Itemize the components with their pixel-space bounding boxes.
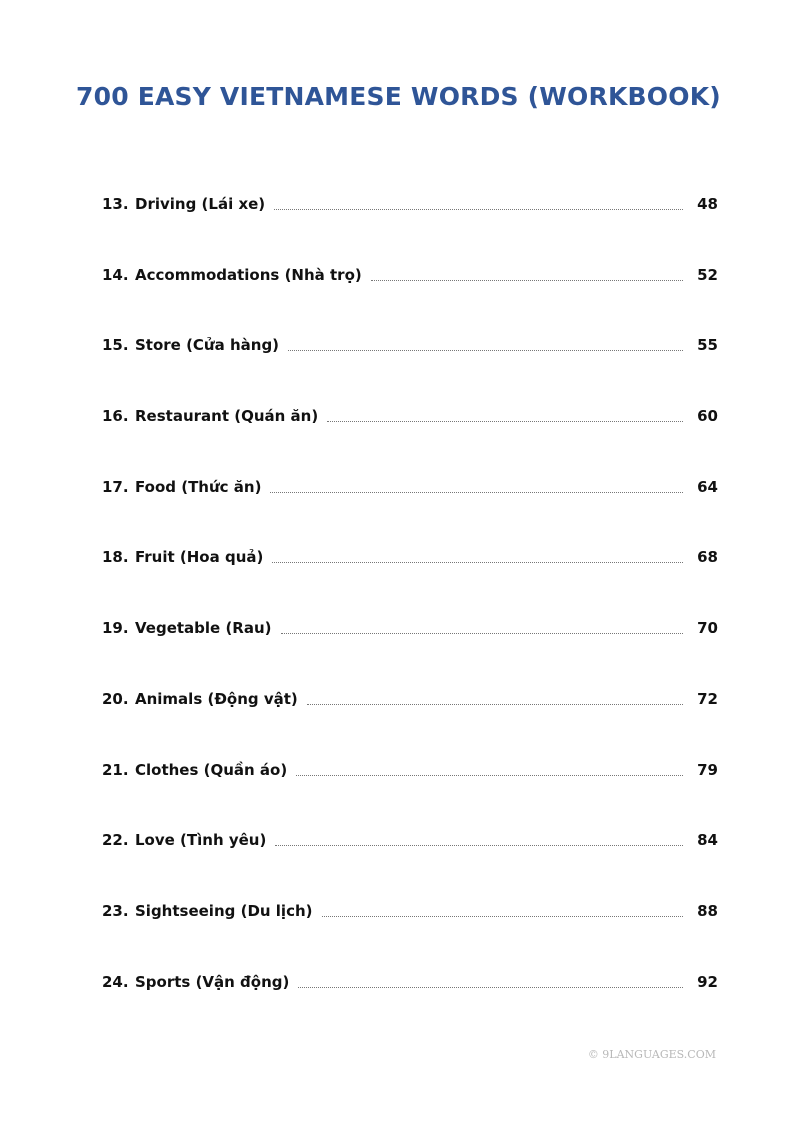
toc-entry-label: Accommodations (Nhà trọ): [135, 265, 362, 284]
toc-entry-page: 79: [697, 760, 718, 779]
toc-entry-24[interactable]: [102, 964, 718, 1035]
toc-entry-page: 88: [697, 901, 718, 920]
toc-entry-label: Fruit (Hoa quả): [135, 548, 264, 567]
toc-entry-number: 17.: [102, 477, 129, 496]
toc-entry-page: 48: [697, 195, 718, 213]
toc-entry-label: Sports (Vận động): [135, 972, 290, 991]
toc-entry-16[interactable]: [102, 398, 718, 469]
toc-entry-14[interactable]: [102, 257, 718, 328]
toc-entry-page: 92: [697, 972, 718, 991]
toc-entry-number: 14.: [102, 265, 129, 284]
dotted-leader: [327, 398, 683, 422]
toc-entry-label: Sightseeing (Du lịch): [135, 901, 313, 920]
toc-entry-label: Animals (Động vật): [135, 689, 298, 708]
toc-entry-number: 13.: [102, 195, 129, 213]
toc-entry-number: 20.: [102, 689, 129, 708]
toc-entry-13[interactable]: [102, 186, 718, 257]
dotted-leader: [270, 469, 683, 493]
toc-entry-number: 16.: [102, 407, 129, 426]
table-of-contents: [102, 186, 718, 1034]
copyright-footer: © 9LANGUAGES.COM: [587, 1048, 716, 1061]
toc-entry-18[interactable]: [102, 539, 718, 610]
dotted-leader: [288, 327, 683, 351]
page-title: 700 EASY VIETNAMESE WORDS (WORKBOOK): [76, 82, 721, 111]
toc-entry-number: 22.: [102, 831, 129, 850]
dotted-leader: [307, 681, 683, 705]
toc-entry-label: Driving (Lái xe): [135, 195, 266, 213]
dotted-leader: [322, 893, 684, 917]
toc-entry-number: 15.: [102, 336, 129, 355]
dotted-leader: [275, 822, 683, 846]
toc-entry-label: Restaurant (Quán ăn): [135, 407, 319, 426]
toc-entry-label: Food (Thức ăn): [135, 477, 262, 496]
toc-entry-page: 70: [697, 619, 718, 638]
toc-entry-label: Vegetable (Rau): [135, 619, 272, 638]
toc-entry-number: 19.: [102, 619, 129, 638]
toc-entry-label: Clothes (Quần áo): [135, 760, 288, 779]
toc-entry-page: 84: [697, 831, 718, 850]
toc-entry-number: 24.: [102, 972, 129, 991]
dotted-leader: [296, 752, 683, 776]
dotted-leader: [298, 964, 683, 988]
toc-entry-label: Store (Cửa hàng): [135, 336, 280, 355]
toc-entry-number: 18.: [102, 548, 129, 567]
toc-entry-page: 72: [697, 689, 718, 708]
toc-entry-number: 21.: [102, 760, 129, 779]
toc-entry-number: 23.: [102, 901, 129, 920]
toc-entry-15[interactable]: [102, 327, 718, 398]
dotted-leader: [371, 257, 683, 281]
dotted-leader: [272, 539, 683, 563]
toc-entry-21[interactable]: [102, 752, 718, 823]
toc-entry-label: Love (Tình yêu): [135, 831, 267, 850]
toc-entry-19[interactable]: [102, 610, 718, 681]
toc-entry-17[interactable]: [102, 469, 718, 540]
toc-entry-page: 52: [697, 265, 718, 284]
toc-entry-page: 64: [697, 477, 718, 496]
toc-entry-22[interactable]: [102, 822, 718, 893]
toc-entry-23[interactable]: [102, 893, 718, 964]
toc-entry-20[interactable]: [102, 681, 718, 752]
toc-entry-page: 60: [697, 407, 718, 426]
dotted-leader: [281, 610, 684, 634]
toc-entry-page: 68: [697, 548, 718, 567]
dotted-leader: [274, 186, 683, 210]
toc-entry-page: 55: [697, 336, 718, 355]
